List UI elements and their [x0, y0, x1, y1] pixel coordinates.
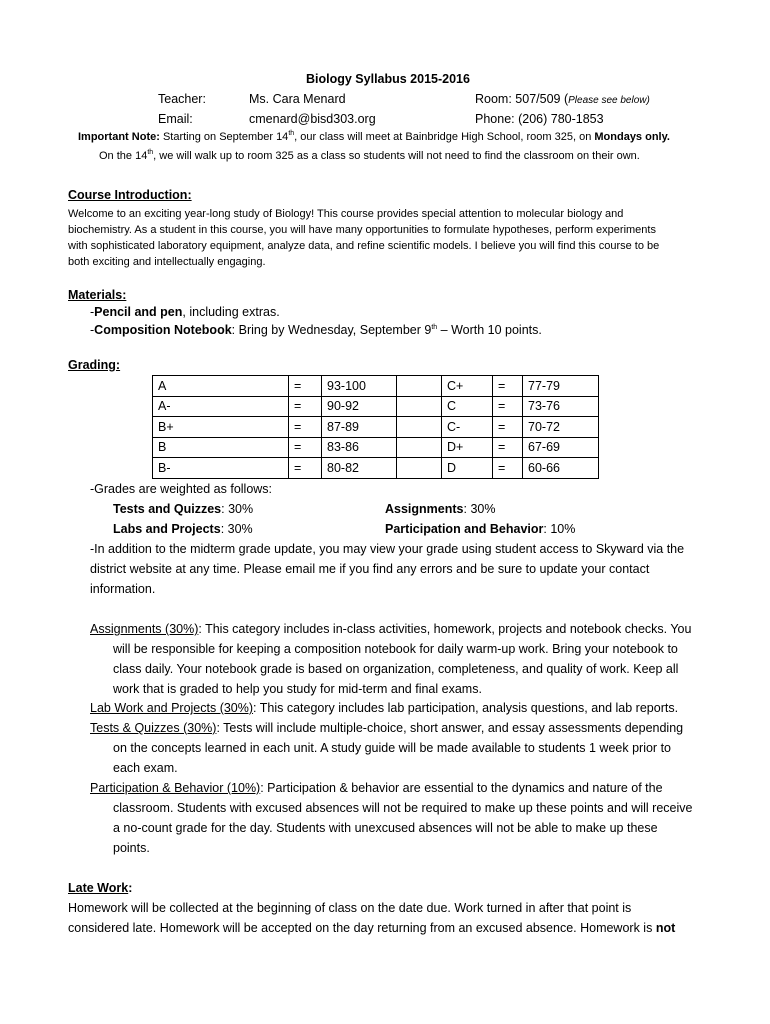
document-title: Biology Syllabus 2015-2016 — [306, 72, 470, 86]
grade-cell-grade-letter: A- — [153, 396, 289, 417]
grade-row — [153, 437, 599, 458]
intro-line: both exciting and intellectually engaging. — [68, 256, 266, 268]
skyward-line: district website at any time. Please email me if you find any errors and be sure to update your contact — [90, 562, 650, 576]
teacher-name: Ms. Cara Menard — [249, 92, 346, 106]
grade-cell-equals-sign: = — [493, 417, 523, 438]
weight-tests-label: Tests and Quizzes — [113, 502, 222, 516]
note-sup: th — [288, 130, 295, 137]
assignments-category-label: Assignments (30%) — [90, 622, 199, 636]
intro-line: with sophisticated laboratory equipment, analyze data, and refine scientific models. I believe you will find this course to be — [68, 240, 660, 252]
materials-item2-end: – Worth 10 points. — [437, 323, 542, 337]
grade-cell-score-range: 60-66 — [523, 458, 599, 479]
weight-tests-value: : 30% — [221, 502, 254, 516]
assignments-desc-line: work that is graded to help you study for mid-term and final exams. — [113, 682, 482, 696]
room-text: Room: 507/509 ( — [475, 92, 569, 106]
grade-scale-table — [152, 375, 599, 479]
tests-desc-text: : Tests will include multiple-choice, short answer, and essay assessments depending — [216, 721, 684, 735]
weight-labs-label: Labs and Projects — [113, 522, 221, 536]
intro-line: Welcome to an exciting year-long study of Biology! This course provides special attention to molecular biology and — [68, 208, 624, 220]
materials-item1-rest: , including extras. — [182, 305, 280, 319]
late-work-line1: Homework will be collected at the beginning of class on the date due. Work turned in after that point is — [68, 901, 632, 915]
assignments-desc-line: will be responsible for keeping a composition notebook for daily warm-up work. Bring your notebook to — [113, 642, 678, 656]
materials-item-notebook: -Composition Notebook: Bring by Wednesday, September 9th – Worth 10 points. — [90, 323, 542, 337]
grade-cell-equals-sign: = — [289, 458, 322, 479]
important-note-line2 — [99, 150, 640, 162]
grade-cell-score-range: 70-72 — [523, 417, 599, 438]
assignments-desc-line1 — [90, 622, 691, 636]
grading-heading: Grading: — [68, 358, 121, 372]
teacher-label: Teacher: — [158, 92, 206, 106]
participation-desc-line: classroom. Students with excused absences will not be required to make up these points and will receive — [113, 801, 693, 815]
assignments-desc-text: : This category includes in-class activities, homework, projects and notebook checks. You — [198, 622, 692, 636]
materials-heading: Materials: — [68, 288, 127, 302]
late-work-heading-text: Late Work — [68, 881, 129, 895]
skyward-line: information. — [90, 582, 156, 596]
grade-cell-grade-letter: A — [153, 376, 289, 397]
grade-row — [153, 376, 599, 397]
grade-cell-score-range: 77-79 — [523, 376, 599, 397]
weight-assignments-label: Assignments — [385, 502, 464, 516]
weighted-intro: -Grades are weighted as follows: — [90, 482, 273, 496]
weight-tests — [113, 502, 253, 516]
note-mondays-only: Mondays only. — [594, 131, 670, 143]
room-note: Please see below) — [568, 95, 650, 106]
grade-cell-grade-letter: C+ — [442, 376, 493, 397]
grade-cell-score-range: 90-92 — [322, 396, 397, 417]
grade-cell-spacer — [397, 396, 442, 417]
materials-item-pencil: -Pencil and pen, including extras. — [90, 305, 280, 319]
grade-cell-grade-letter: D+ — [442, 437, 493, 458]
grade-cell-grade-letter: B+ — [153, 417, 289, 438]
grade-cell-grade-letter: C — [442, 396, 493, 417]
note2-text-a: On the 14 — [99, 150, 148, 162]
weight-labs — [113, 522, 253, 536]
grade-cell-score-range: 93-100 — [322, 376, 397, 397]
email-label: Email: — [158, 112, 193, 126]
grade-cell-grade-letter: C- — [442, 417, 493, 438]
participation-desc-text: : Participation & behavior are essential to the dynamics and nature of the — [260, 781, 663, 795]
grade-row — [153, 417, 599, 438]
grade-cell-score-range: 67-69 — [523, 437, 599, 458]
grade-cell-spacer — [397, 458, 442, 479]
grade-cell-equals-sign: = — [289, 417, 322, 438]
skyward-line: -In addition to the midterm grade update, you may view your grade using student access to Skyward via the — [90, 542, 685, 556]
important-note-label: Important Note: — [78, 131, 160, 143]
lab-desc-text: : This category includes lab participation, analysis questions, and lab reports. — [253, 701, 679, 715]
weight-participation-value: : 10% — [543, 522, 576, 536]
grade-cell-grade-letter: D — [442, 458, 493, 479]
weight-labs-value: : 30% — [220, 522, 253, 536]
tests-category-label: Tests & Quizzes (30%) — [90, 721, 217, 735]
late-work-heading-colon: : — [128, 881, 133, 895]
note-text-b: , our class will meet at Bainbridge High School, room 325, on — [294, 131, 595, 143]
grade-cell-equals-sign: = — [493, 376, 523, 397]
late-work-line2-text: considered late. Homework will be accepted on the day returning from an excused absence. Homework is — [68, 921, 656, 935]
participation-category-label: Participation & Behavior (10%) — [90, 781, 261, 795]
grade-cell-equals-sign: = — [289, 376, 322, 397]
grade-cell-grade-letter: B — [153, 437, 289, 458]
grade-cell-equals-sign: = — [289, 437, 322, 458]
assignments-desc-line: class daily. Your notebook grade is based on organization, completeness, and quality of work. Keep all — [113, 662, 679, 676]
late-work-not: not — [655, 921, 676, 935]
weight-assignments — [385, 502, 495, 516]
lab-desc-line1 — [90, 701, 678, 715]
late-work-line2 — [68, 921, 675, 935]
tests-desc-line1 — [90, 721, 683, 735]
lab-category-label: Lab Work and Projects (30%) — [90, 701, 254, 715]
note-text-a: Starting on September 14 — [159, 131, 289, 143]
intro-heading: Course Introduction: — [68, 188, 192, 202]
grade-cell-equals-sign: = — [289, 396, 322, 417]
note2-sup: th — [147, 149, 154, 156]
materials-item2-rest: : Bring by Wednesday, September 9 — [231, 323, 432, 337]
grade-row — [153, 458, 599, 479]
email-address[interactable]: cmenard@bisd303.org — [249, 112, 376, 126]
grade-cell-score-range: 87-89 — [322, 417, 397, 438]
grade-cell-spacer — [397, 417, 442, 438]
weight-participation — [385, 522, 575, 536]
room-info — [475, 92, 650, 106]
intro-line: biochemistry. As a student in this course, you will have many opportunities to formulate hypotheses, perform experiments — [68, 224, 656, 236]
weight-participation-label: Participation and Behavior — [385, 522, 544, 536]
important-note-line1 — [78, 131, 670, 143]
participation-desc-line1 — [90, 781, 663, 795]
grade-cell-equals-sign: = — [493, 396, 523, 417]
phone-number: Phone: (206) 780-1853 — [475, 112, 604, 126]
participation-desc-line: points. — [113, 841, 150, 855]
materials-item2-bold: Composition Notebook — [94, 323, 232, 337]
grade-cell-grade-letter: B- — [153, 458, 289, 479]
grade-cell-equals-sign: = — [493, 437, 523, 458]
grade-cell-spacer — [397, 437, 442, 458]
grade-cell-spacer — [397, 376, 442, 397]
weight-assignments-value: : 30% — [463, 502, 496, 516]
materials-item1-bold: Pencil and pen — [94, 305, 183, 319]
grade-cell-score-range: 83-86 — [322, 437, 397, 458]
late-work-heading — [68, 881, 132, 895]
note2-text-b: , we will walk up to room 325 as a class so students will not need to find the classroom on their own. — [153, 150, 640, 162]
tests-desc-line: each exam. — [113, 761, 178, 775]
grade-cell-score-range: 73-76 — [523, 396, 599, 417]
grade-cell-score-range: 80-82 — [322, 458, 397, 479]
participation-desc-line: a no-count grade for the day. Students with unexcused absences will not be able to make up these — [113, 821, 658, 835]
tests-desc-line: on the concepts learned in each unit. A study guide will be made available to students 1 week prior to — [113, 741, 671, 755]
materials-item2-sup: th — [431, 324, 438, 331]
grade-row — [153, 396, 599, 417]
grade-cell-equals-sign: = — [493, 458, 523, 479]
